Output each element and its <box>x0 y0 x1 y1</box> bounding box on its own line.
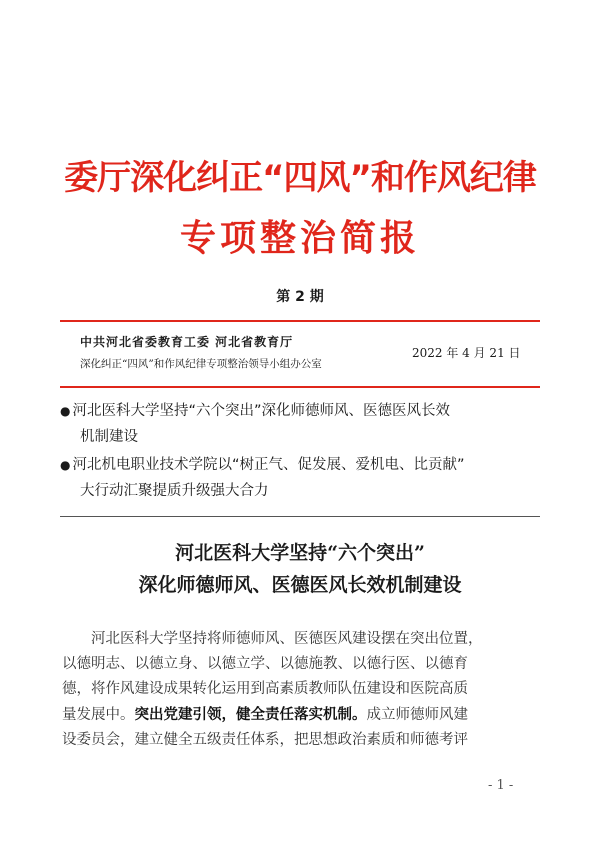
issuing-org-line1: 中共河北省委教育工委 河北省教育厅 <box>80 335 294 349</box>
bold-section-heading: 突出党建引领，健全责任落实机制。 <box>134 706 367 723</box>
body-line-5: 设委员会，建立健全五级责任体系，把思想政治素质和师德考评 <box>62 732 468 748</box>
bullet-icon: ● <box>60 404 71 418</box>
toc-item-2 <box>60 452 540 504</box>
toc-item-2-line1: 河北机电职业技术学院以“树正气、促发展、爱机电、比贡献” <box>72 457 465 473</box>
red-divider-bottom <box>60 386 540 388</box>
article-title-line2: 深化师德师风、医德医风长效机制建设 <box>138 574 462 596</box>
bulletin-title-line2: 专项整治简报 <box>179 218 420 259</box>
bullet-icon: ● <box>60 458 71 472</box>
body-line-4-start: 量发展中。 <box>62 707 135 723</box>
toc-item-1-line1: 河北医科大学坚持“六个突出”深化师德师风、医德医风长效 <box>72 403 451 419</box>
toc-item-1-line2: 机制建设 <box>80 429 138 445</box>
red-divider-top <box>60 320 540 322</box>
issue-number: 第 2 期 <box>276 289 324 305</box>
bulletin-title-line1: 委厅深化纠正“四风”和作风纪律 <box>64 158 536 198</box>
article-body <box>62 627 540 753</box>
body-line-2: 以德明志、以德立身、以德立学、以德施教、以德行医、以德育 <box>62 656 468 672</box>
issue-date: 2022 年 4 月 21 日 <box>412 346 521 360</box>
body-line-3: 德，将作风建设成果转化运用到高素质教师队伍建设和医院高质 <box>62 681 468 697</box>
toc-item-1 <box>60 398 540 450</box>
issuing-org-line2: 深化纠正“四风”和作风纪律专项整治领导小组办公室 <box>80 358 322 370</box>
toc-item-2-line2: 大行动汇聚提质升级强大合力 <box>80 483 269 499</box>
page-number: - 1 - <box>488 778 514 793</box>
body-line-1: 河北医科大学坚持将师德师风、医德医风建设摆在突出位置， <box>91 631 483 647</box>
article-title-line1: 河北医科大学坚持“六个突出” <box>175 542 425 564</box>
body-line-4 <box>62 702 540 728</box>
black-divider <box>60 516 540 517</box>
body-line-4-end: 成立师德师风建 <box>366 707 468 723</box>
